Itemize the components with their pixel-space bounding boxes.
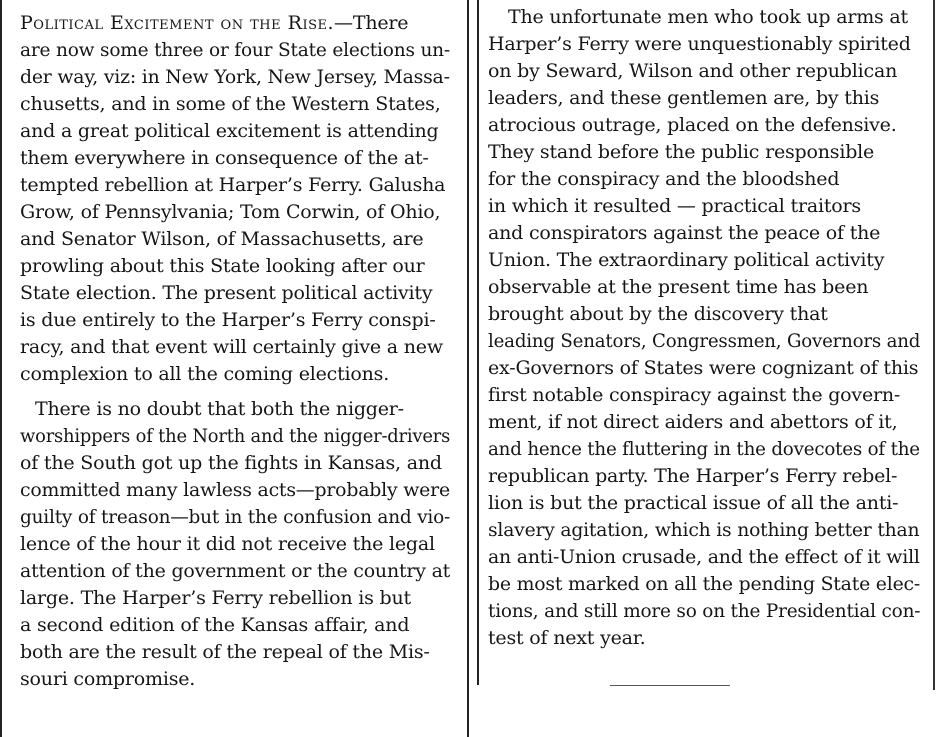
article-heading: Political Excitement on the Rise.: [20, 12, 335, 34]
text-line: committed many lawless acts—probably were: [20, 479, 450, 501]
text-line: both are the result of the repeal of the Mis-: [20, 641, 430, 663]
text-line: for the conspiracy and the bloodshed: [488, 168, 840, 190]
column-divider-rule: [467, 0, 469, 737]
text-line: a second edition of the Kansas affair, and: [20, 614, 410, 636]
text-line: worshippers of the North and the nigger-drivers: [20, 425, 451, 447]
text-line: observable at the present time has been: [488, 276, 869, 298]
text-line: prowling about this State looking after our: [20, 255, 425, 277]
text-line: first notable conspiracy against the govern-: [488, 384, 901, 406]
text-line: attention of the government or the country at: [20, 560, 451, 582]
text-line: be most marked on all the pending State elec-: [488, 573, 921, 595]
text-line: —There: [334, 12, 409, 34]
text-line: are now some three or four State elections un-: [20, 39, 450, 61]
text-line: on by Seward, Wilson and other republican: [488, 60, 898, 82]
text-line: souri compromise.: [20, 668, 196, 690]
text-line: guilty of treason—but in the confusion and vio-: [20, 506, 451, 528]
text-line: and hence the fluttering in the dovecotes of the: [488, 438, 920, 460]
text-line: tions, and still more so on the Presidential con-: [488, 600, 921, 622]
text-line: lion is but the practical issue of all the anti-: [488, 492, 899, 514]
text-line: and a great political excitement is attending: [20, 120, 439, 142]
left-edge-rule: [0, 0, 2, 737]
text-line: tempted rebellion at Harper’s Ferry. Galusha: [20, 174, 446, 196]
text-line: slavery agitation, which is nothing better than: [488, 519, 920, 541]
text-line: ex-Governors of States were cognizant of this: [488, 357, 919, 379]
text-line: in which it resulted — practical traitors: [488, 195, 861, 217]
text-line: leading Senators, Congressmen, Governors and: [488, 330, 921, 352]
text-line: atrocious outrage, placed on the defensive.: [488, 114, 897, 136]
text-line: der way, viz: in New York, New Jersey, Massa-: [20, 66, 450, 88]
text-line: Harper’s Ferry were unquestionably spirited: [488, 33, 911, 55]
text-line: test of next year.: [488, 627, 646, 649]
text-line: State election. The present political activity: [20, 282, 433, 304]
column-divider-rule-secondary: [477, 0, 479, 685]
text-line: chusetts, and in some of the Western States,: [20, 93, 441, 115]
text-line: Grow, of Pennsylvania; Tom Corwin, of Ohio,: [20, 201, 441, 223]
paragraph-start-line: The unfortunate men who took up arms at: [508, 6, 908, 28]
text-line: large. The Harper’s Ferry rebellion is but: [20, 587, 411, 609]
article-first-line: [20, 10, 408, 37]
text-line: is due entirely to the Harper’s Ferry conspi-: [20, 309, 436, 331]
text-line: lence of the hour it did not receive the legal: [20, 533, 435, 555]
paragraph-start-line: There is no doubt that both the nigger-: [35, 398, 404, 420]
text-line: ment, if not direct aiders and abettors of it,: [488, 411, 898, 433]
text-line: leaders, and these gentlemen are, by this: [488, 87, 880, 109]
text-line: and conspirators against the peace of the: [488, 222, 881, 244]
text-line: They stand before the public responsible: [488, 141, 875, 163]
text-line: Union. The extraordinary political activity: [488, 249, 885, 271]
text-line: brought about by the discovery that: [488, 303, 828, 325]
text-line: of the South got up the fights in Kansas, and: [20, 452, 442, 474]
text-line: and Senator Wilson, of Massachusetts, are: [20, 228, 424, 250]
text-line: an anti-Union crusade, and the effect of it will: [488, 546, 920, 568]
text-line: them everywhere in consequence of the at-: [20, 147, 429, 169]
text-line: racy, and that event will certainly give a new: [20, 336, 443, 358]
article-end-rule: [610, 685, 730, 686]
right-edge-rule: [933, 0, 935, 690]
text-line: republican party. The Harper’s Ferry rebel-: [488, 465, 898, 487]
text-line: complexion to all the coming elections.: [20, 363, 390, 385]
